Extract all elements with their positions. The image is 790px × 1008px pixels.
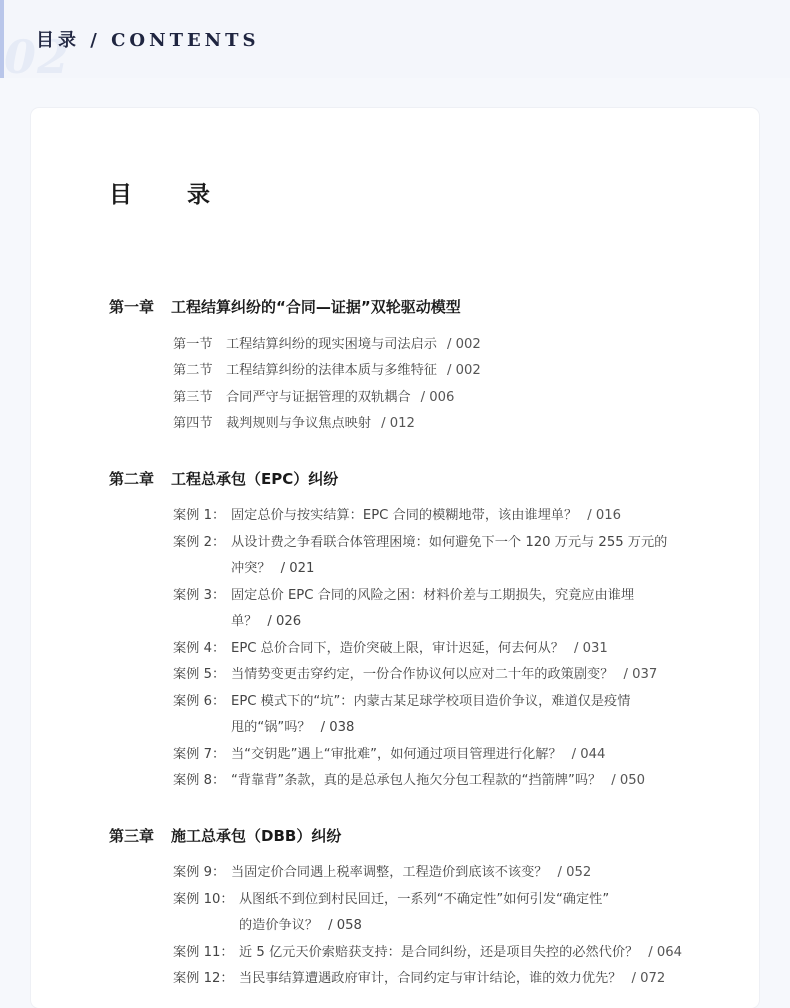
toc-entry-section-3[interactable] <box>173 385 454 412</box>
toc-entry-case-10-continued[interactable] <box>239 913 362 940</box>
header-watermark: 02 <box>4 30 71 84</box>
entry-title-continued: 冲突？ <box>231 561 271 576</box>
toc-entry-case-2[interactable] <box>173 530 667 557</box>
entry-page: / 031 <box>574 641 608 656</box>
entry-title: 固定总价 EPC 合同的风险之困：材料价差与工期损失，究竟应由谁埋 <box>231 588 635 603</box>
chapter-title: 施工总承包（DBB）纠纷 <box>171 827 342 845</box>
entry-label: 案例 11： <box>173 945 234 960</box>
entry-title: 合同严守与证据管理的双轨耦合 <box>226 390 411 405</box>
entry-title: EPC 总价合同下，造价突破上限，审计迟延，何去何从？ <box>231 641 564 656</box>
entry-label: 案例 8： <box>173 773 226 788</box>
entry-page: / 016 <box>587 508 621 523</box>
entry-label: 案例 4： <box>173 641 226 656</box>
toc-entry-case-6[interactable] <box>173 689 630 716</box>
entry-title: 近 5 亿元天价索赔获支持：是合同纠纷，还是项目失控的必然代价？ <box>239 945 639 960</box>
toc-entry-section-1[interactable] <box>173 332 481 359</box>
entry-title: 当民事结算遭遇政府审计，合同约定与审计结论，谁的效力优先？ <box>239 971 622 986</box>
entry-label: 案例 7： <box>173 747 226 762</box>
entry-page: / 021 <box>280 561 315 576</box>
entry-title: 裁判规则与争议焦点映射 <box>226 416 372 431</box>
entry-title: 当“交钥匙”遇上“审批难”，如何通过项目管理进行化解？ <box>231 747 562 762</box>
entry-label: 第三节 <box>173 390 213 405</box>
entry-title: EPC 模式下的“坑”：内蒙古某足球学校项目造价争议，难道仅是疫情 <box>231 694 631 709</box>
entry-title-continued: 的造价争议？ <box>239 918 319 933</box>
entry-label: 案例 3： <box>173 588 226 603</box>
entry-page: / 072 <box>631 971 666 986</box>
entry-label: 案例 9： <box>173 865 226 880</box>
chapter-title: 工程总承包（EPC）纠纷 <box>171 470 339 488</box>
entry-page: / 044 <box>571 747 606 762</box>
toc-entry-case-3[interactable] <box>173 583 634 610</box>
toc-entry-section-2[interactable] <box>173 358 481 385</box>
entry-title-continued: 甩的“锅”吗？ <box>231 720 311 735</box>
entry-label: 案例 10： <box>173 892 234 907</box>
entry-page: / 037 <box>623 667 658 682</box>
chapter-number: 第二章 <box>109 470 155 488</box>
entry-page: / 050 <box>611 773 646 788</box>
entry-label: 案例 2： <box>173 535 226 550</box>
entry-label: 案例 5： <box>173 667 226 682</box>
entry-label: 第二节 <box>173 363 213 378</box>
entry-title: 从设计费之争看联合体管理困境：如何避免下一个 120 万元与 255 万元的 <box>231 535 668 550</box>
contents-page <box>31 108 759 1008</box>
entry-label: 案例 1： <box>173 508 226 523</box>
toc-entry-case-6-continued[interactable] <box>231 715 354 742</box>
page-title: 目 录 <box>109 181 226 208</box>
entry-page: / 058 <box>328 918 362 933</box>
entry-page: / 052 <box>557 865 592 880</box>
entry-title-continued: 单？ <box>231 614 258 629</box>
toc-entry-case-12[interactable] <box>173 966 665 993</box>
chapter-3[interactable] <box>109 825 341 846</box>
entry-label: 案例 6： <box>173 694 226 709</box>
entry-page: / 038 <box>320 720 355 735</box>
entry-page: / 012 <box>381 416 415 431</box>
toc-entry-case-8[interactable] <box>173 768 645 795</box>
toc-entry-case-1[interactable] <box>173 503 621 530</box>
toc-entry-case-7[interactable] <box>173 742 605 769</box>
entry-label: 第一节 <box>173 337 213 352</box>
entry-page: / 026 <box>267 614 302 629</box>
chapter-number: 第三章 <box>109 827 155 845</box>
entry-title: 固定总价与按实结算：EPC 合同的模糊地带，该由谁埋单？ <box>231 508 578 523</box>
entry-label: 第四节 <box>173 416 213 431</box>
entry-page: / 006 <box>420 390 455 405</box>
chapter-title: 工程结算纠纷的“合同—证据”双轮驱动模型 <box>171 298 461 316</box>
toc-entry-case-3-continued[interactable] <box>231 609 301 636</box>
entry-title: 工程结算纠纷的现实困境与司法启示 <box>226 337 437 352</box>
toc-entry-case-10[interactable] <box>173 887 609 914</box>
entry-page: / 002 <box>447 363 481 378</box>
entry-title: 工程结算纠纷的法律本质与多维特征 <box>226 363 437 378</box>
entry-title: 当情势变更击穿约定，一份合作协议何以应对二十年的政策剧变？ <box>231 667 614 682</box>
toc-entry-case-2-continued[interactable] <box>231 556 314 583</box>
chapter-2[interactable] <box>109 468 338 489</box>
entry-label: 案例 12： <box>173 971 234 986</box>
toc-entry-case-11[interactable] <box>173 940 682 967</box>
toc-entry-section-4[interactable] <box>173 411 415 438</box>
entry-page: / 064 <box>648 945 683 960</box>
entry-title: “背靠背”条款，真的是总承包人拖欠分包工程款的“挡箭牌”吗？ <box>231 773 602 788</box>
entry-title: 当固定价合同遇上税率调整，工程造价到底该不该变？ <box>231 865 548 880</box>
header-title: 目录 / CONTENTS <box>36 30 260 51</box>
toc-entry-case-4[interactable] <box>173 636 608 663</box>
toc-entry-case-5[interactable] <box>173 662 657 689</box>
chapter-number: 第一章 <box>109 298 155 316</box>
toc-entry-case-9[interactable] <box>173 860 591 887</box>
page-header <box>0 0 790 84</box>
entry-page: / 002 <box>447 337 481 352</box>
entry-title: 从图纸不到位到村民回迁，一系列“不确定性”如何引发“确定性” <box>239 892 610 907</box>
chapter-1[interactable] <box>109 296 461 317</box>
